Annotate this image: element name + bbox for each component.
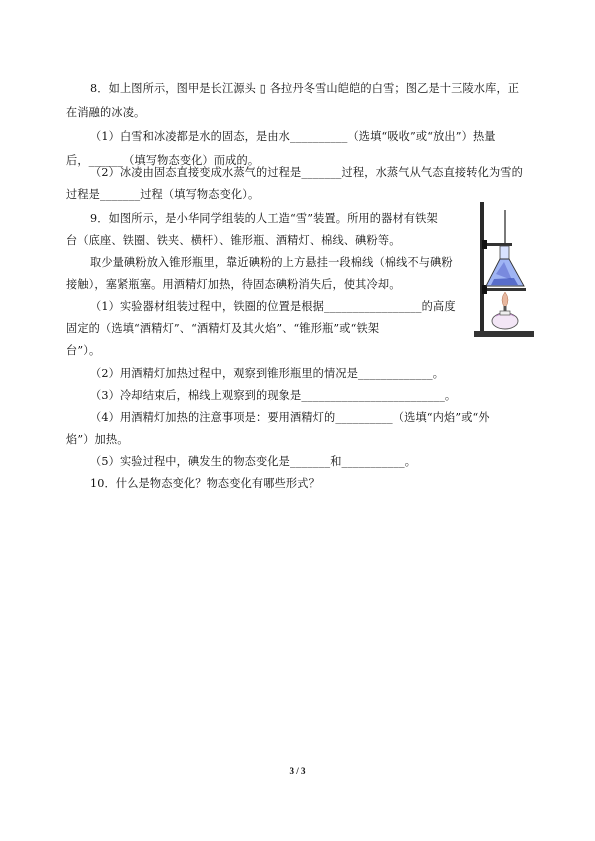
q8-part2-line-1: （2）冰凌由固态直接变成水蒸气的过程是_______过程，水蒸气从气态直接转化为雪的: [90, 166, 523, 179]
q9-part4-line-2: 焰”）加热。: [66, 433, 129, 446]
q9-stem-line-2: 台（底座、铁圈、铁夹、横杆）、锥形瓶、酒精灯、棉线、碘粉等。: [66, 234, 401, 247]
q8-part2-line-2: 过程是_______过程（填写物态变化）。: [66, 188, 260, 201]
q9-part4-line-1: （4）用酒精灯加热的注意事项是：要用酒精灯的__________（选填“内焰”或“外: [90, 411, 490, 424]
q9-part2: （2）用酒精灯加热过程中，观察到锥形瓶里的情况是_____________。: [90, 367, 445, 380]
q9-stem-line-3: 取少量碘粉放入锥形瓶里，靠近碘粉的上方悬挂一段棉线（棉线不与碘粉: [90, 256, 453, 269]
q9-part3: （3）冷却结束后，棉线上观察到的现象是_________________________。: [90, 389, 457, 402]
q9-stem-line-1: 9．如图所示，是小华同学组装的人工造“雪”装置。所用的器材有铁架: [90, 212, 438, 225]
page-number: 3 / 3: [289, 766, 306, 776]
q9-stem-line-4: 接触），塞紧瓶塞。用酒精灯加热，待固态碘粉消失后，使其冷却。: [66, 278, 401, 291]
q9-part1-line-1: （1）实验器材组装过程中，铁圈的位置是根据_________________的高度: [90, 300, 456, 313]
q8-part1-line-2: 后，______（填写物态变化）而成的。: [66, 154, 260, 167]
q8-part1-line-1: （1）白雪和冰凌都是水的固态，是由水__________（选填“吸收”或“放出”）热量: [90, 130, 496, 143]
iodine-snow-apparatus-figure: [474, 200, 536, 340]
q9-part5: （5）实验过程中，碘发生的物态变化是_______和___________。: [90, 455, 417, 468]
q9-part1-line-3: 台”）。: [66, 344, 101, 357]
q8-stem-line-1: 8．如上图所示，图甲是长江源头 ▯ 各拉丹冬雪山皑皑的白雪；图乙是十三陵水库，正: [90, 82, 520, 95]
q10-stem: 10．什么是物态变化？物态变化有哪些形式？: [90, 477, 320, 490]
q9-part1-line-2: 固定的（选填“酒精灯”、“酒精灯及其火焰”、“锥形瓶”或“铁架: [66, 322, 380, 335]
q8-stem-line-2: 在消融的冰凌。: [66, 106, 146, 119]
